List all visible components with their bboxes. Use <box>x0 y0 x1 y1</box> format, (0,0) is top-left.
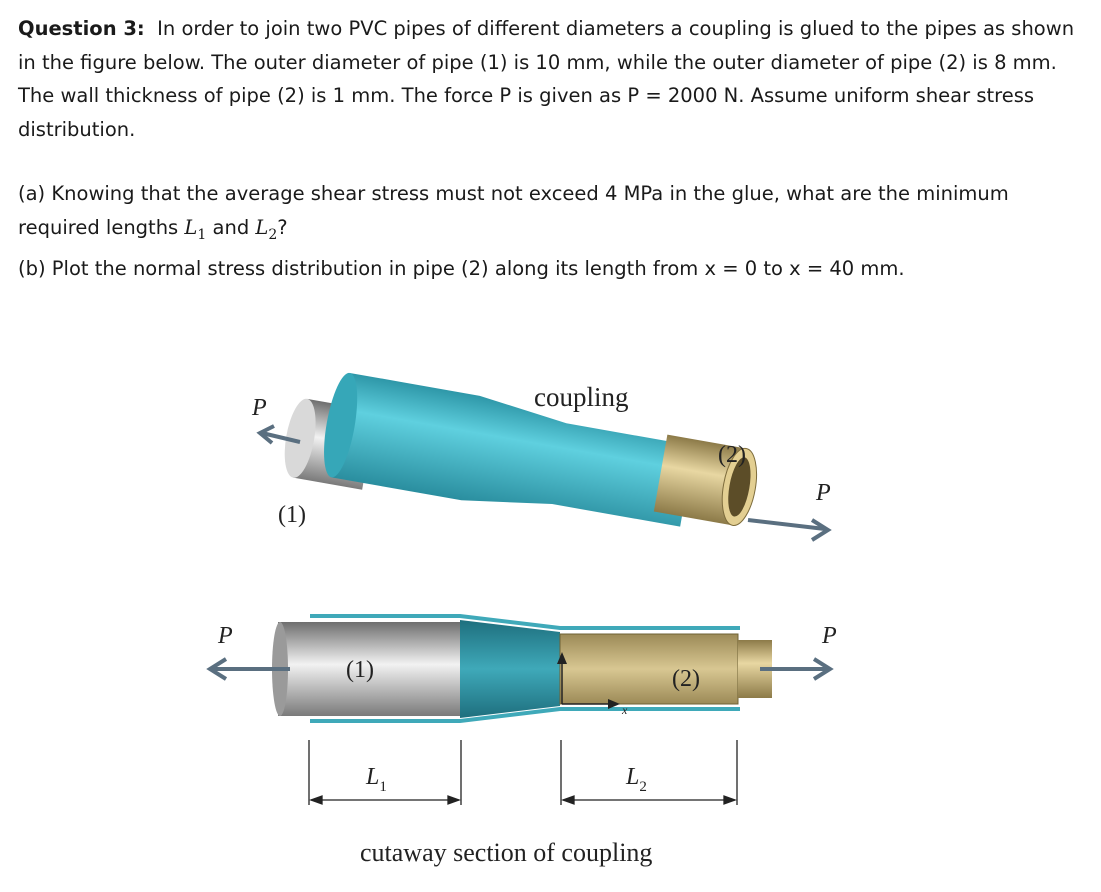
force-arrow-right-3d <box>748 520 828 540</box>
label-pipe1-top: (1) <box>278 502 306 528</box>
label-pipe2-cut: (2) <box>672 666 700 692</box>
coupling-section <box>460 620 560 718</box>
coupling-3d-view <box>251 371 831 540</box>
intro-text: In order to join two PVC pipes of different diameters a coupling is glued to the pipes as shown in the figure below. The outer diameter of pipe (1) is 10 mm, while the outer diameter of pipe (2) is 8 mm. The wall thickness of pipe (2) is 1 mm. The force P is given as P = 2000 N. Assume uniform shear stress distribution. <box>18 17 1075 141</box>
label-L2: $L_2$ <box>626 764 647 795</box>
label-P-top-right: P <box>816 480 831 506</box>
label-L1: $L_1$ <box>366 764 387 795</box>
label-x-axis: x <box>622 703 628 717</box>
part-b-text: (b) Plot the normal stress distribution in pipe (2) along its length from x = 0 to x = 40 mm. <box>18 256 905 280</box>
part-a-text: (a) Knowing that the average shear stress must not exceed 4 MPa in the glue, what are the minimum required lengths <box>18 182 1009 239</box>
math-L2: $L_2$ <box>255 215 278 243</box>
dimension-L1 <box>309 740 461 805</box>
label-P-top-left: P <box>252 395 267 421</box>
label-pipe1-cut: (1) <box>346 657 374 683</box>
cutaway-view <box>210 616 837 721</box>
label-P-cut-right: P <box>822 623 837 649</box>
dimension-L2 <box>561 740 737 805</box>
label-P-cut-left: P <box>218 623 233 649</box>
figure-caption: cutaway section of coupling <box>360 838 653 867</box>
pipe2-section <box>560 634 738 704</box>
label-pipe2-top: (2) <box>718 442 746 468</box>
label-coupling: coupling <box>534 382 629 412</box>
question-heading: Question 3: <box>18 17 145 40</box>
math-L1: $L_1$ <box>184 215 207 243</box>
part-a-and: and <box>206 215 256 239</box>
coupling-body-3d <box>318 371 697 539</box>
part-a-end: ? <box>277 215 288 239</box>
